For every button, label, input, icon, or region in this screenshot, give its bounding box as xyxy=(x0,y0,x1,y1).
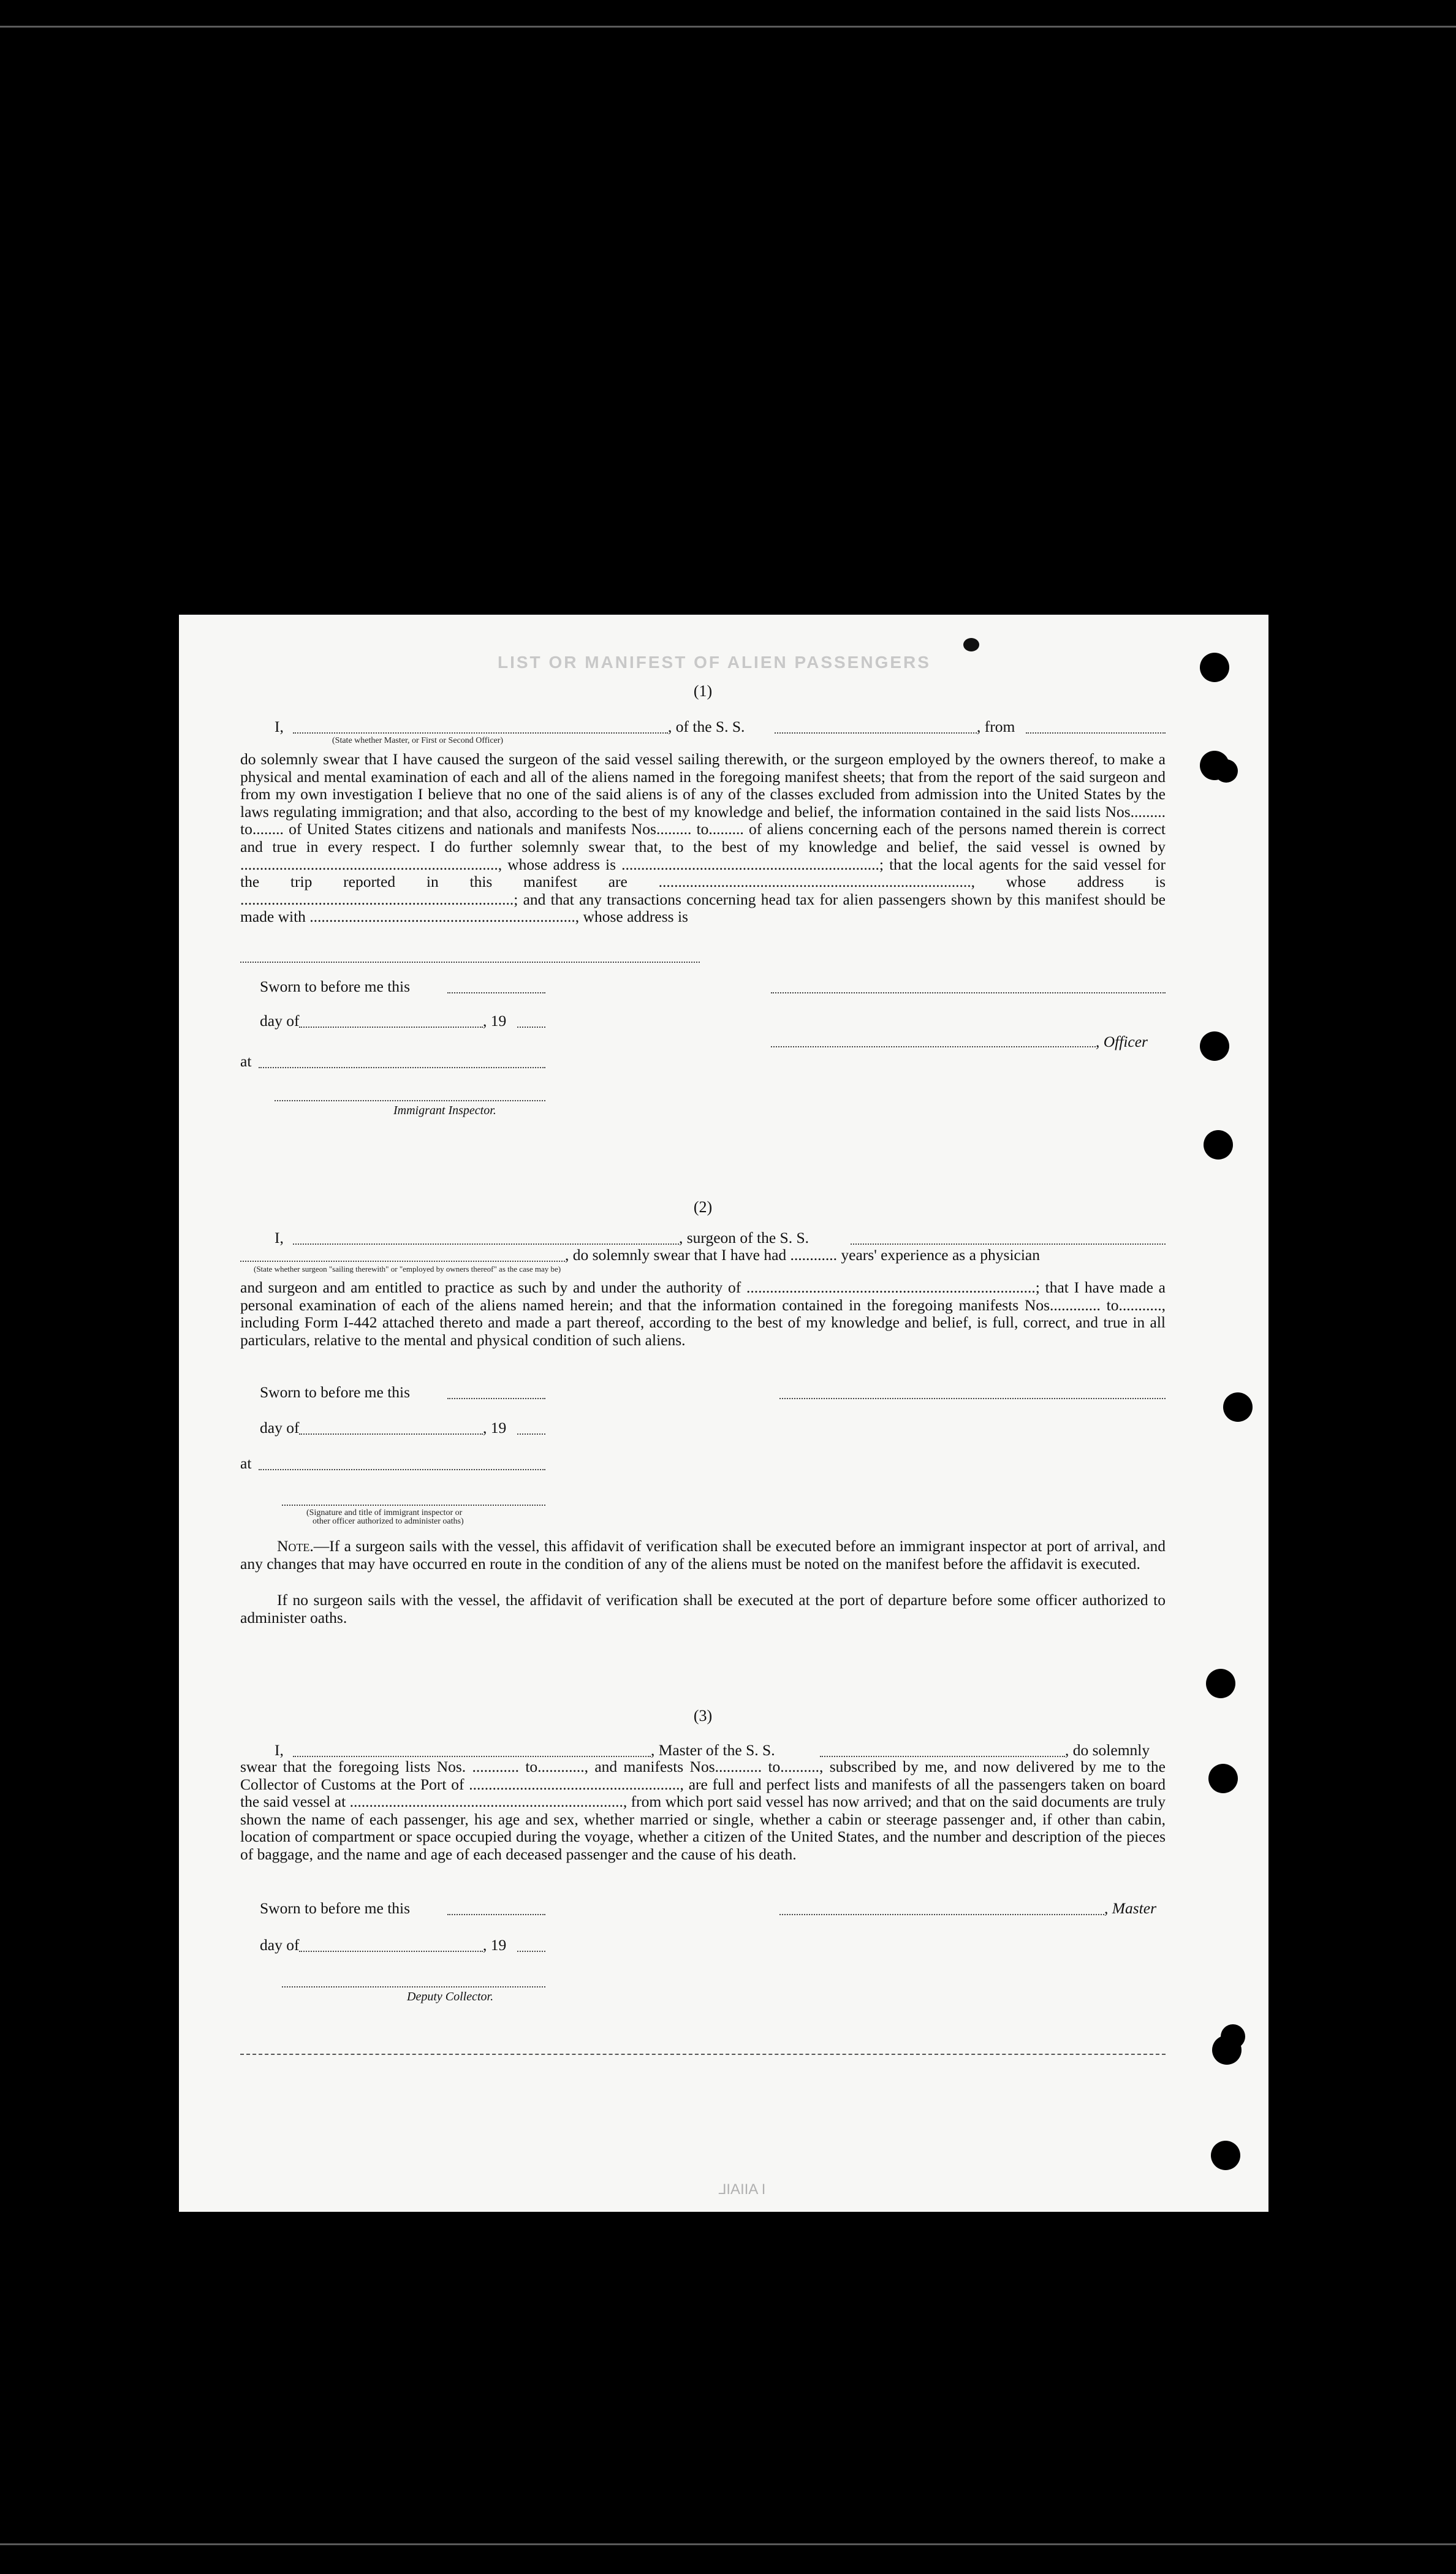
section-2-i: I, xyxy=(275,1229,284,1247)
section-3-day-of: day of xyxy=(260,1936,300,1954)
section-1-day-of: day of xyxy=(260,1012,300,1030)
section-2-note xyxy=(240,1538,1166,1573)
from-blank xyxy=(1026,732,1166,734)
punch-hole xyxy=(1223,1392,1253,1422)
section-2-year: , 19 xyxy=(483,1419,507,1437)
ink-spot xyxy=(963,638,979,651)
officer-blank xyxy=(771,1046,1096,1047)
punch-hole xyxy=(1206,1669,1235,1698)
section-1-number: (1) xyxy=(693,682,713,700)
note-text: —If a surgeon sails with the vessel, this affidavit of verification shall be executed before an immigrant inspector at port of arrival, and any changes that may have occurred en route in the condition of any of the aliens must be noted on the manifest before the affidavit is executed. xyxy=(240,1537,1166,1573)
surgeon-ship-blank xyxy=(851,1243,1166,1245)
section-2-at: at xyxy=(240,1454,252,1472)
section-1-body: do solemnly swear that I have caused the surgeon of the said vessel sailing therewith, or the surgeon employed by the owners thereof, to make a physical and mental examination of each and all of the aliens named in the foregoing manifest sheets; that from the report of the said surgeon and from my own investigation I believe that no one of the said aliens is of any of the classes excluded from admission into the United States by the laws regulating immigration; and that also, according to the best of my knowledge and belief, the information contained in the said lists Nos......... to........ of United States citizens and nationals and manifests Nos......... to......... of aliens concerning each of the persons named therein is correct and true in every respect. I do further solemnly swear that, to the best of my knowledge and belief, the said vessel is owned by .................................................................., whose address is ..................................................................; that the local agents for the said vessel for the trip reported in this manifest are ................................................................................, whose address is ......................................................................; and that any transactions concerning head tax for alien passengers shown by this manifest should be made with ...................................................................., whose address is xyxy=(240,750,1166,926)
section-1-year: , 19 xyxy=(483,1012,507,1030)
signature-caption-1: (Signature and title of immigrant inspector or xyxy=(306,1508,463,1517)
note-label: Note. xyxy=(277,1537,314,1555)
ship-blank xyxy=(775,732,977,734)
section-1-ship-label: , of the S. S. xyxy=(668,718,745,735)
punch-hole xyxy=(1215,759,1238,783)
section-1-sworn: Sworn to before me this xyxy=(260,978,411,995)
section-1-from-label: , from xyxy=(977,718,1015,735)
master-ship-blank xyxy=(820,1756,1065,1757)
signature-caption-2: other officer authorized to administer oaths) xyxy=(313,1517,464,1526)
at-blank xyxy=(259,1469,545,1470)
scan-edge-top xyxy=(0,26,1456,28)
deputy-signature-blank xyxy=(282,1986,545,1987)
master-label: , Master xyxy=(1104,1899,1156,1917)
sworn-blank xyxy=(447,992,545,993)
section-2-body: and surgeon and am entitled to practice as such by and under the authority of ..........................................................................; that I have made a personal examination of each of the aliens named herein; and that the information contained in the foregoing manifests Nos............. to..........., including Form I-442 attached thereto and made a part thereof, according to the best of my knowledge and belief, is full, correct, and true in all particulars, relative to the mental and physical condition of such aliens. xyxy=(240,1278,1166,1349)
day-blank xyxy=(299,1433,483,1435)
section-2-surgeon-label: , surgeon of the S. S. xyxy=(679,1229,810,1247)
document-page xyxy=(179,615,1268,2212)
section-2-day-of: day of xyxy=(260,1419,300,1437)
section-3-number: (3) xyxy=(693,1707,713,1725)
footer-rule xyxy=(240,2054,1166,2055)
official-signature-blank xyxy=(282,1505,545,1506)
section-2-note-2: If no surgeon sails with the vessel, the affidavit of verification shall be executed at the port of departure before some officer authorized to administer oaths. xyxy=(240,1591,1166,1627)
punch-hole xyxy=(1204,1130,1233,1160)
sworn-blank xyxy=(447,1914,545,1915)
bleed-through-text: LIST OR MANIFEST OF ALIEN PASSENGERS xyxy=(498,653,931,672)
surgeon-name-blank xyxy=(293,1243,679,1245)
inspector-blank xyxy=(275,1100,545,1101)
sailing-blank xyxy=(240,1261,565,1262)
officer-label: , Officer xyxy=(1096,1033,1148,1050)
section-3-body: swear that the foregoing lists Nos. ............ to............, and manifests Nos............ to.........., subscribed by me, and now delivered by me to the Collector of Customs at the Port of ......................................................, are full and perfect lists and manifests of all the passengers taken on board the said vessel at ......................................................................, from which port said vessel has now arrived; and that on the said documents are truly shown the name of each passenger, his age and sex, whether married or single, whether a cabin or steerage passenger and, if other than cabin, location of compartment or space occupied during the voyage, whether a citizen of the United States, and the number and description of the pieces of baggage, and the name and age of each deceased passenger and the cause of his death. xyxy=(240,1758,1166,1863)
sworn-blank xyxy=(447,1398,545,1399)
section-2-number: (2) xyxy=(693,1198,713,1216)
master-name-blank xyxy=(293,1756,651,1757)
inspector-label: Immigrant Inspector. xyxy=(393,1104,496,1117)
address-blank xyxy=(240,962,700,963)
punch-hole xyxy=(1200,653,1229,682)
section-3-master-label: , Master of the S. S. xyxy=(651,1741,775,1759)
year-blank xyxy=(517,1951,545,1952)
deputy-label: Deputy Collector. xyxy=(407,1990,494,2003)
section-3-sworn: Sworn to before me this xyxy=(260,1899,411,1917)
section-2-sworn: Sworn to before me this xyxy=(260,1383,411,1401)
year-blank xyxy=(517,1027,545,1028)
section-1-at: at xyxy=(240,1052,252,1070)
punch-hole xyxy=(1208,1764,1238,1793)
surgeon-caption: (State whether surgeon "sailing therewith" or "employed by owners thereof" as the case may be) xyxy=(254,1264,561,1274)
year-blank xyxy=(517,1433,545,1435)
day-blank xyxy=(299,1027,483,1028)
section-2-swear: , do solemnly swear that I have had ............ years' experience as a physician xyxy=(565,1246,1040,1264)
footer-mark: I AIIAIL xyxy=(718,2181,766,2198)
signature-blank xyxy=(771,992,1166,993)
section-3-year: , 19 xyxy=(483,1936,507,1954)
role-caption: (State whether Master, or First or Second Officer) xyxy=(332,736,504,745)
surgeon-signature-blank xyxy=(779,1398,1166,1399)
punch-hole xyxy=(1211,2141,1240,2170)
at-blank xyxy=(259,1067,545,1068)
section-3-do-solemnly: , do solemnly xyxy=(1065,1741,1150,1759)
name-blank xyxy=(293,732,668,734)
punch-hole xyxy=(1221,2024,1245,2049)
master-signature-blank xyxy=(779,1914,1104,1915)
section-1-i: I, xyxy=(275,718,284,735)
punch-hole xyxy=(1200,1031,1229,1061)
day-blank xyxy=(299,1951,483,1952)
scan-edge-bottom xyxy=(0,2543,1456,2545)
section-3-i: I, xyxy=(275,1741,284,1759)
